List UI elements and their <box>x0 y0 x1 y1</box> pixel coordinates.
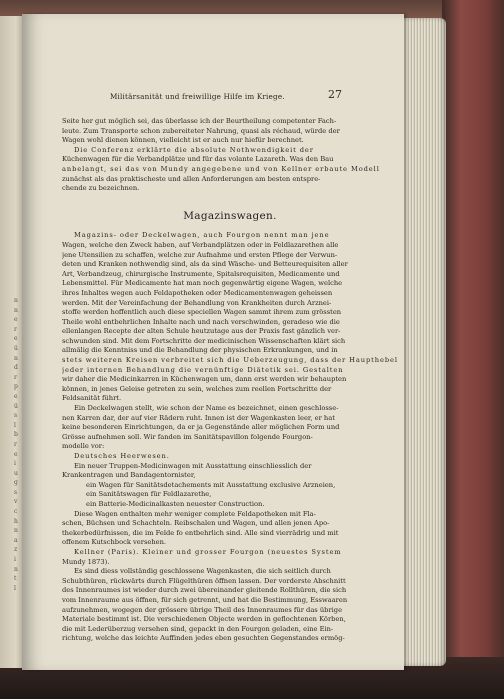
text-line: Deutsches Heerwesen. <box>74 452 170 460</box>
text-line: Feldsanität führt. <box>62 394 122 403</box>
text-line: Theile wohl entbehrlichen Inhalte nach und nach verschwinden, geradeso wie die <box>62 317 340 326</box>
text-line: wir daher die Medicinkarren in Küchenwagen um, dann erst werden wir behaupten <box>62 375 347 384</box>
text-line: nen Karren dar, der auf vier Rädern ruht. Innen ist der Wagenkasten leer, er hat <box>62 413 335 422</box>
prev-page-fragment: e <box>14 392 18 400</box>
book-cover-edge <box>442 0 504 699</box>
prev-page-fragment: ü <box>14 344 18 352</box>
text-line: Schubthüren, rückwärts durch Flügelthüren öffnen lassen. Der vorderste Abschnitt <box>62 576 346 585</box>
text-line: Seite her gut möglich sei, das überlasse ich der Beurtheilung competenter Fach- <box>62 117 337 125</box>
prev-page-fragment: e <box>14 450 18 458</box>
text-line: können, in jenes Geleise getreten zu sein, welches zum reellen Fortschritte der <box>62 384 332 393</box>
prev-page-fragment: n <box>14 354 18 362</box>
text-line: jeder internen Behandlung die vernünftige Diätetik sei. Gestalten <box>62 365 344 374</box>
text-line: ein Sanitätswagen für Feldlazarethe, <box>86 490 212 499</box>
text-line: aufzunehmen, wogegen der grössere übrige Theil des Innenraumes für das übrige <box>62 605 343 614</box>
text-line: ein Batterie-Medicinalkasten neuester Construction. <box>86 499 265 508</box>
prev-page-fragment: i <box>14 460 16 468</box>
text-line: Küchenwagen für die Verbandplätze und für das volante Lazareth. Was den Bau <box>62 155 334 164</box>
text-line: ein Wagen für Sanitätsdetachements mit Ausstattung exclusive Arzneien, <box>86 480 336 489</box>
prev-page-fragment: v <box>14 498 18 506</box>
text-line: modelle vor: <box>62 442 105 451</box>
prev-page-fragment: p <box>14 383 18 391</box>
text-line: richtung, welche das leichte Auffinden jedes eben gesuchten Gegenstandes ermög- <box>62 634 345 643</box>
text-line: Materiale bestimmt ist. Die verschiedenen Objecte werden in geflochtenen Körben, <box>62 615 346 624</box>
prev-page-fragment: n <box>14 565 18 573</box>
text-line: die mit Lederüberzug versehen sind, gepackt in den Fourgon geladen, eine Ein- <box>62 624 334 633</box>
text-line: stets weiteren Kreisen verbreitet sich die Ueberzeugung, dass der Haupthebel <box>62 356 398 365</box>
text-line: jene Utensilien zu schaffen, welche zur Aufnahme und ersten Pflege der Verwun- <box>62 250 338 259</box>
prev-page-fragment: n <box>14 527 18 535</box>
text-line: Ein Deckelwagen stellt, wie schon der Name es bezeichnet, einen geschlosse- <box>74 404 339 413</box>
intro-paragraph <box>62 117 398 194</box>
prev-page-fragment: z <box>14 546 18 554</box>
text-line: ellenlangen Recepte der alten Schule heutzutage aus der Praxis fast gänzlich ver- <box>62 327 341 336</box>
text-line: Wagen, welche den Zweck haben, auf Verbandplätzen oder in Feldlazarethen alle <box>62 240 339 249</box>
text-line: vom Innenraume aus öffnen, für sich getrennt, und hat die Bestimmung, Esswaaren <box>62 595 348 604</box>
prev-page-fragment: r <box>14 440 17 448</box>
prev-page-fragment: r <box>14 373 17 381</box>
text-line: Art, Verbandzeug, chirurgische Instrumente, Spitalsrequisiten, Medicamente und <box>62 269 340 278</box>
running-head: Militärsanität und freiwillige Hilfe im Kriege. <box>110 92 285 101</box>
text-line: allmälig die Kenntniss und die Behandlung der physischen Erkrankungen, und in <box>62 346 338 355</box>
text-line: werden. Mit der Vereinfachung der Behandlung von Krankheiten durch Arznei- <box>62 298 332 307</box>
prev-page-fragment: b <box>14 431 18 439</box>
prev-page-fragment: c <box>14 508 18 516</box>
prev-page-fragment: s <box>14 488 18 496</box>
prev-page-fragment: n <box>14 297 18 304</box>
text-line: des Innenraumes ist wieder durch zwei übereinander gleitende Rollthüren, die sich <box>62 586 347 595</box>
prev-page-fragment: i <box>14 556 16 564</box>
text-line: chende zu bezeichnen. <box>62 184 140 193</box>
prev-page-fragment: h <box>14 517 18 525</box>
prev-page-fragment: l <box>14 421 16 429</box>
text-line: Die Conferenz erklärte die absolute Nothwendigkeit der <box>74 145 314 154</box>
text-line: ihres Inhaltes wegen auch Feldapotheken oder Medicamentenwagen geheissen <box>62 288 333 297</box>
prev-page-fragment: ü <box>14 402 18 410</box>
prev-page-fragment: t <box>14 575 17 583</box>
text-line: Ein neuer Truppen-Medicinwagen mit Ausstattung einschliesslich der <box>74 461 312 470</box>
text-line: zunächst als das praktischeste und allen Anforderungen am besten entspre- <box>62 174 321 183</box>
text-line: leute. Zum Transporte schon zubereiteter Nahrung, quasi als réchaud, würde der <box>62 126 340 135</box>
text-line: keine besonderen Einrichtungen, da er ja Gegenstände aller möglichen Form und <box>62 423 340 432</box>
text-line: schen, Büchsen und Schachteln. Reibschalen und Wagen, und allen jenen Apo- <box>62 519 330 528</box>
text-line: Kellner (Paris). Kleiner und grosser Fourgon (neuestes System <box>74 547 342 556</box>
text-line: Wagen wohl dienen können, vielleicht ist er auch nur hiefür berechnet. <box>62 136 304 145</box>
prev-page-fragment: l <box>14 584 16 592</box>
text-line: Grösse aufnehmen soll. Wir fanden im Sanitätspavillon folgende Fourgon- <box>62 432 313 441</box>
text-line: Magazins- oder Deckelwagen, auch Fourgon nennt man jene <box>74 231 330 240</box>
page-number: 27 <box>328 88 342 101</box>
body-text <box>62 117 398 644</box>
prev-page-fragment: a <box>14 536 18 544</box>
text-line: Diese Wagen enthalten mehr weniger complete Feldapotheken mit Fla- <box>74 509 316 518</box>
text-line: stoffe werden hoffentlich auch diese speciellen Wagen sammt ihrem zum grössten <box>62 308 342 317</box>
text-line: anbelangt, sei das von Mundy angegebene und von Kellner erbaute Modell <box>62 164 380 173</box>
book-page <box>22 14 404 670</box>
text-line: Es sind diess vollständig geschlossene Wagenkasten, die sich seitlich durch <box>74 567 331 576</box>
text-line: deten und Kranken nothwendig sind, als da sind Wäsche- und Betteurequisiten aller <box>62 260 348 269</box>
text-line: Mundy 1873). <box>62 557 110 566</box>
text-line: thekerbedürfnissen, die im Felde fo entbehrlich sind. Alle sind vierrädrig und mit <box>62 528 339 537</box>
text-line: offenem Kutschbock versehen. <box>62 538 167 547</box>
prev-page-fragment: g <box>14 479 18 487</box>
page-edges <box>398 18 446 666</box>
prev-page-fragment: u <box>14 469 18 477</box>
text-line: Lebensmittel. Für Medicamente hat man noch gegenwärtig eigene Wagen, welche <box>62 279 343 288</box>
section-body <box>62 231 398 644</box>
prev-page-fragment: d <box>14 364 18 372</box>
prev-page-fragment: e <box>14 316 18 324</box>
text-line: schwunden sind. Mit dem Fortschritte der medicinischen Wissenschaften klärt sich <box>62 336 346 345</box>
prev-page-fragment: n <box>14 306 18 314</box>
prev-page-fragment: r <box>14 325 17 333</box>
text-line: Krankentragen und Bandagentornister, <box>62 471 196 480</box>
prev-page-fragment: s <box>14 412 18 420</box>
section-heading: Magazinswagen. <box>183 209 277 222</box>
prev-page-fragment: e <box>14 335 18 343</box>
